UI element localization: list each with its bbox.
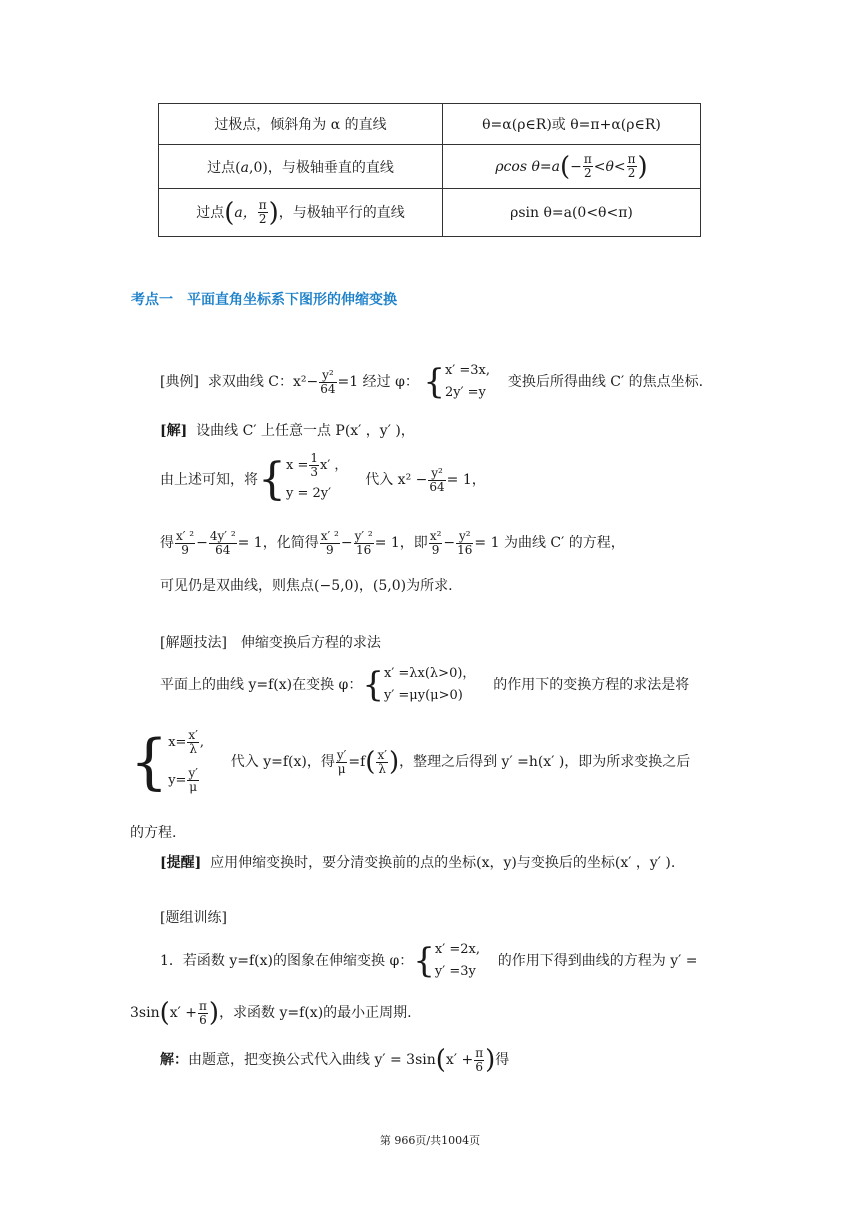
example-line: [典例] 求双曲线 C：x²− $\frac{\text{y²}}{64}$ =1 经过 φ： {x′ =3x, 2y′ =y 变换后所得曲线 C′ 的焦点坐标. [160,362,704,402]
solution-line-4: 可见仍是双曲线，则焦点(−5,0)，(5,0)为所求. [160,578,453,594]
table-cell-eq: ρsin θ=a(0<θ<π) [443,189,701,237]
polar-line-table [158,103,701,237]
solution-line-3: 得 $\frac{\text{x′ ²}}{9}$ − $\frac{\text{4y′ ²}}{64}$ = 1，化简得 $\frac{\text{x′ ²}}{9}$ − $\frac{\text{y′ ²}}{16}$ = 1，即 $\frac{\text{x²}}{9}$ − $\frac{\text{y²}}{16}$ = 1 为曲线 C′ 的方程， [160,529,625,557]
table-row [159,145,701,189]
technique-label: [解题技法] 伸缩变换后方程的求法 [160,635,381,651]
solution-label: [解] [160,423,188,439]
table-row [159,104,701,145]
tip-line: [提醒] 应用伸缩变换时，要分清变换前的点的坐标(x，y)与变换后的坐标(x′ ，y′ ). [160,855,676,871]
technique-line-2: {x= $\frac{x'}{\lambda}$ , y= $\frac{y'}{\mu}$ 代入 y=f(x)，得 $\frac{y'}{\mu}$ =f( $\frac{x'}{\lambda}$ )，整理之后得到 y′ =h(x′ )，即为所求变换之后 [130,727,691,797]
solution-line-1: [解] 设曲线 C′ 上任意一点 P(x′ ，y′ )， [160,423,415,439]
solution-line-2: 由上述可知，将{x = $\frac{1}{3}$ x′ ， y = 2y′ 代入 x² − $\frac{\text{y²}}{64}$ = 1， [160,451,486,505]
example-label: [典例] [160,374,199,390]
practice-label: [题组训练] [160,910,227,926]
section-heading: 考点一 平面直角坐标系下图形的伸缩变换 [131,292,397,308]
table-cell-eq: θ=α(ρ∈R)或 θ=π+α(ρ∈R) [443,104,701,145]
tip-label: [提醒] [160,855,202,871]
practice-q1-line-1: 1．若函数 y=f(x)的图象在伸缩变换 φ：{x′ =2x, y′ =3y 的作用下得到曲线的方程为 y′ = [160,941,698,981]
technique-line-1: 平面上的曲线 y=f(x)在变换 φ：{x′ =λx(λ>0)， y′ =μy(μ>0) 的作用下的变换方程的求法是将 [160,665,690,705]
practice-answer-line: 解：由题意，把变换公式代入曲线 y′ = 3sin(x′ + $\frac{\pi}{6}$ )得 [160,1045,510,1075]
table-cell-desc: 过点(a,0)，与极轴垂直的直线 [159,145,443,189]
table-cell-desc: 过极点，倾斜角为 α 的直线 [159,104,443,145]
table-cell-desc: 过点(a， $\frac{\pi}{2}$ )，与极轴平行的直线 [159,189,443,237]
table-row [159,189,701,237]
practice-q1-line-2: 3sin(x′ + $\frac{\pi}{6}$ )，求函数 y=f(x)的最小正周期. [130,998,412,1028]
page-footer: 第 966页/共1004页 [379,1134,481,1147]
answer-label: 解： [160,1052,188,1068]
technique-line-3: 的方程. [130,825,177,841]
table-cell-eq: ρcos θ=a(− $\frac{\pi}{2}$ <θ< $\frac{\pi}{2}$ ) [443,145,701,189]
